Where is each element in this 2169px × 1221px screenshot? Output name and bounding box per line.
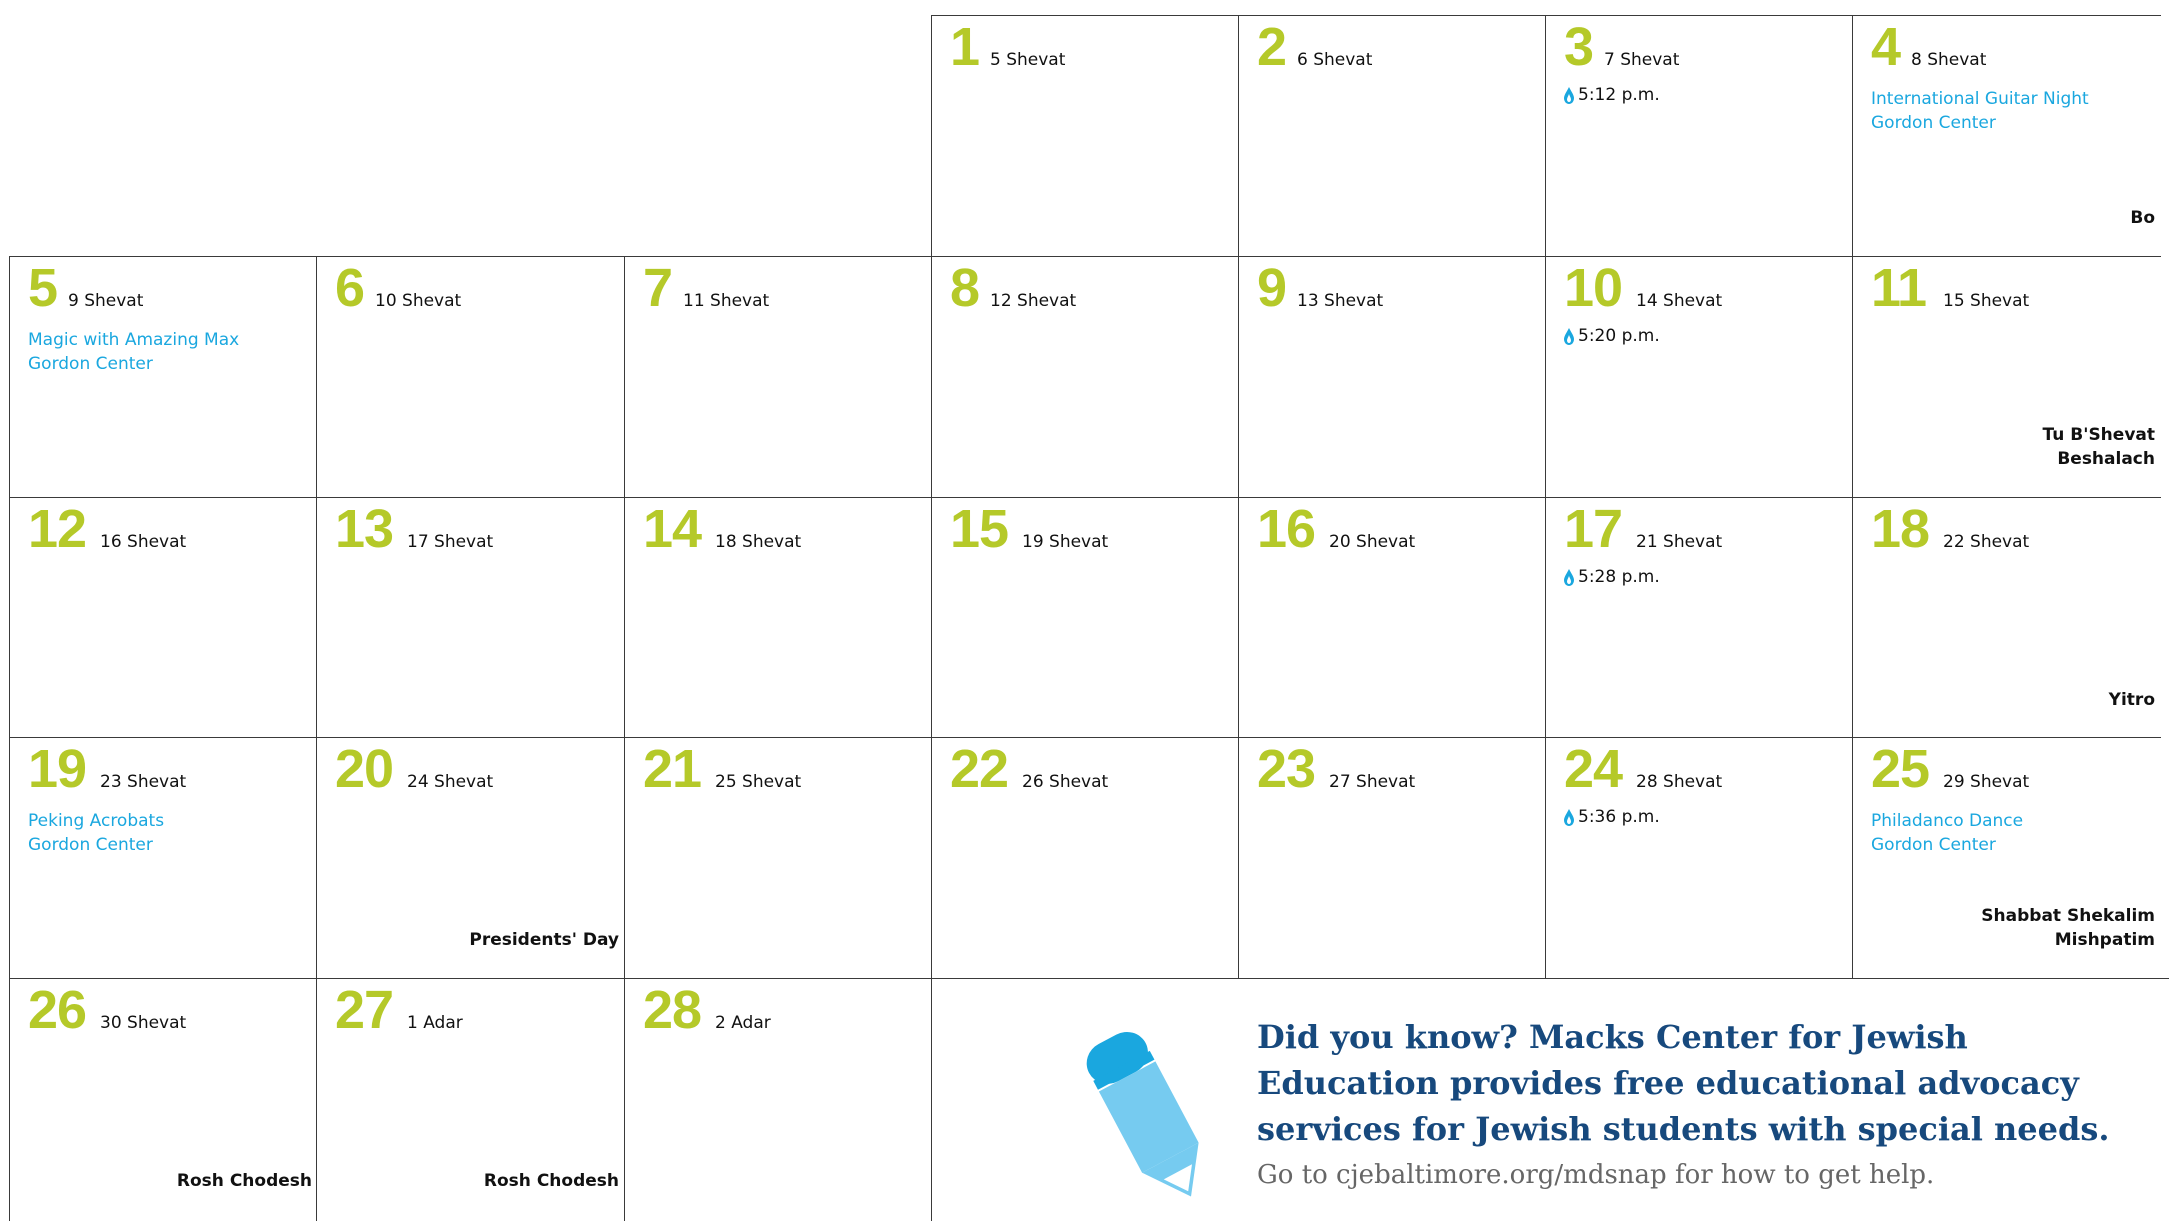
hebrew-date: 28 Shevat [1636,772,1723,792]
observance-label: Tu B'Shevat [2042,425,2155,445]
candle-lighting-time [1564,328,1660,345]
day-number: 19 [28,739,87,799]
observance-label: Rosh Chodesh [483,1171,619,1191]
day-number: 24 [1564,739,1623,799]
promo-headline: Did you know? Macks Center for Jewish Education provides free educational advocacy services for Jewish students with special needs. [1257,1018,2110,1148]
hebrew-date: 30 Shevat [100,1013,187,1033]
day-cell-2 [1238,15,1547,258]
observance-notes [1981,904,2155,952]
hebrew-date: 2 Adar [715,1013,771,1033]
hebrew-date: 10 Shevat [375,291,462,311]
event-list [1871,809,2023,857]
day-cell-18 [1852,497,2161,740]
hebrew-date: 16 Shevat [100,532,187,552]
hebrew-date: 7 Shevat [1604,50,1680,70]
hebrew-date: 18 Shevat [715,532,802,552]
day-cell-11 [1852,256,2161,499]
day-cell-26 [9,978,318,1221]
promo-panel [932,978,2146,1204]
day-cell-6 [316,256,625,499]
day-number: 21 [643,739,702,799]
hebrew-date: 27 Shevat [1329,772,1416,792]
hebrew-date: 17 Shevat [407,532,494,552]
day-number: 5 [28,258,58,318]
observance-label: Bo [2130,208,2155,228]
observance-label: Rosh Chodesh [176,1171,312,1191]
day-cell-23 [1238,737,1547,980]
day-number: 23 [1257,739,1316,799]
day-number: 2 [1257,17,1287,77]
hebrew-date: 11 Shevat [683,291,770,311]
hebrew-date: 14 Shevat [1636,291,1723,311]
day-cell-15 [931,497,1240,740]
observance-notes [2109,688,2155,712]
day-cell-13 [316,497,625,740]
hebrew-date: 12 Shevat [990,291,1077,311]
observance-notes [469,928,619,952]
candle-time-text: 5:28 p.m. [1578,567,1660,587]
candle-time-text: 5:36 p.m. [1578,807,1660,827]
hebrew-date: 22 Shevat [1943,532,2030,552]
hebrew-date: 24 Shevat [407,772,494,792]
event-list [1871,87,2089,135]
day-number: 10 [1564,258,1623,318]
day-cell-4 [1852,15,2161,258]
day-cell-10 [1545,256,1854,499]
hebrew-date: 9 Shevat [68,291,144,311]
event-venue: Gordon Center [28,354,153,374]
day-number: 13 [335,499,394,559]
observance-label: Beshalach [2057,449,2155,469]
observance-notes [2130,206,2155,230]
hebrew-date: 19 Shevat [1022,532,1109,552]
event-title: International Guitar Night [1871,89,2089,109]
hebrew-date: 21 Shevat [1636,532,1723,552]
candle-lighting-time [1564,87,1660,104]
day-number: 8 [950,258,980,318]
day-cell-17 [1545,497,1854,740]
day-number: 18 [1871,499,1930,559]
day-cell-5 [9,256,318,499]
event-venue: Gordon Center [1871,835,1996,855]
day-number: 1 [950,17,980,77]
day-cell-9 [1238,256,1547,499]
day-number: 16 [1257,499,1316,559]
observance-notes [484,1169,619,1193]
event-title: Magic with Amazing Max [28,330,240,350]
day-number: 12 [28,499,87,559]
event-title: Peking Acrobats [28,811,165,831]
hebrew-date: 26 Shevat [1022,772,1109,792]
hebrew-date: 29 Shevat [1943,772,2030,792]
hebrew-date: 23 Shevat [100,772,187,792]
observance-label: Shabbat Shekalim [1981,906,2155,926]
event-venue: Gordon Center [28,835,153,855]
hebrew-date: 6 Shevat [1297,50,1373,70]
day-number: 11 [1871,258,1927,318]
flame-icon [1564,328,1574,345]
day-cell-7 [624,256,933,499]
observance-label: Mishpatim [2054,930,2155,950]
day-number: 14 [643,499,702,559]
day-cell-3 [1545,15,1854,258]
hebrew-date: 15 Shevat [1943,291,2030,311]
hebrew-date: 20 Shevat [1329,532,1416,552]
flame-icon [1564,87,1574,104]
day-cell-24 [1545,737,1854,980]
candle-time-text: 5:12 p.m. [1578,85,1660,105]
promo-subtext: Go to cjebaltimore.org/mdsnap for how to get help. [1257,1160,1935,1190]
day-cell-19 [9,737,318,980]
observance-notes [177,1169,312,1193]
event-venue: Gordon Center [1871,113,1996,133]
candle-time-text: 5:20 p.m. [1578,326,1660,346]
day-cell-27 [316,978,625,1221]
event-list [28,328,239,376]
day-number: 9 [1257,258,1287,318]
day-number: 17 [1564,499,1623,559]
hebrew-date: 25 Shevat [715,772,802,792]
day-number: 22 [950,739,1009,799]
day-cell-20 [316,737,625,980]
day-cell-16 [1238,497,1547,740]
hebrew-date: 5 Shevat [990,50,1066,70]
day-number: 25 [1871,739,1930,799]
day-cell-8 [931,256,1240,499]
day-number: 7 [643,258,673,318]
event-list [28,809,164,857]
day-cell-12 [9,497,318,740]
day-number: 28 [643,980,702,1040]
day-cell-14 [624,497,933,740]
day-number: 26 [28,980,87,1040]
observance-label: Presidents' Day [469,930,619,950]
day-number: 3 [1564,17,1594,77]
candle-lighting-time [1564,569,1660,586]
day-cell-1 [931,15,1240,258]
flame-icon [1564,569,1574,586]
flame-icon [1564,809,1574,826]
day-cell-21 [624,737,933,980]
day-cell-22 [931,737,1240,980]
day-cell-28 [624,978,933,1221]
candle-lighting-time [1564,809,1660,826]
day-number: 20 [335,739,394,799]
pencil-icon [1075,1020,1225,1200]
hebrew-date: 1 Adar [407,1013,463,1033]
day-number: 6 [335,258,365,318]
day-cell-25 [1852,737,2161,980]
observance-label: Yitro [2108,690,2155,710]
event-title: Philadanco Dance [1871,811,2024,831]
day-number: 15 [950,499,1009,559]
observance-notes [2043,423,2155,471]
hebrew-date: 13 Shevat [1297,291,1384,311]
hebrew-date: 8 Shevat [1911,50,1987,70]
day-number: 4 [1871,17,1901,77]
day-number: 27 [335,980,394,1040]
